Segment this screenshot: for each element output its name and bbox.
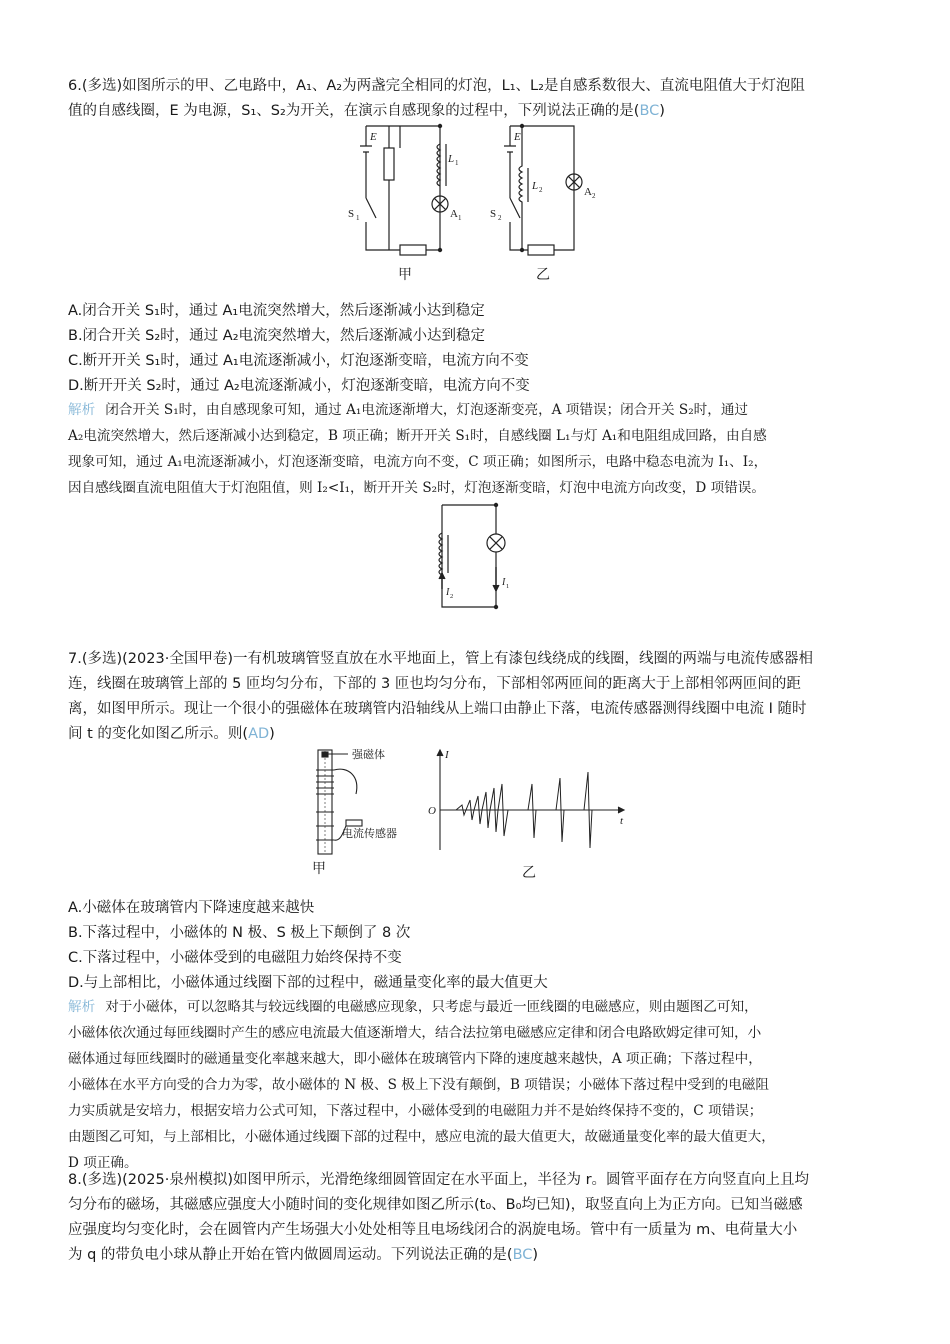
- q6-analysis-line-3: 现象可知，通过 A₁电流逐渐减小，灯泡逐渐变暗，电流方向不变，C 项正确；如图所示，电路中稳态电流为 I₁、I₂，: [68, 454, 768, 470]
- q8-close-paren: ): [532, 1247, 539, 1263]
- q6-caption-yi: 乙: [536, 267, 550, 283]
- q7-analysis-text-1: 对于小磁体，可以忽略其与较远线圈的电磁感应现象，只考虑与最近一匝线圈的电磁感应，则由题图乙可知，: [105, 999, 758, 1015]
- q8-stem-line-4: [68, 1243, 888, 1268]
- q7-analysis-line-7: D 项正确。: [68, 1155, 138, 1171]
- q7-stem-text: 间 t 的变化如图乙所示。则(: [68, 726, 249, 742]
- q7-magnet-label: 强磁体: [352, 749, 385, 761]
- q7-analysis-line-2: 小磁体依次通过每匝线圈时产生的感应电流最大值逐渐增大，结合法拉第电磁感应定律和闭合电路欧姆定律可知，小: [68, 1025, 762, 1041]
- q6-stem-line-1: 6.(多选)如图所示的甲、乙电路中，A₁、A₂为两盏完全相同的灯泡，L₁、L₂是自感系数很大、直流电阻值大于灯泡阻: [68, 78, 805, 94]
- q6-yi-L-sub: 2: [539, 186, 543, 194]
- q7-option-d: D.与上部相比，小磁体通过线圈下部的过程中，磁通量变化率的最大值更大: [68, 975, 548, 991]
- q7-caption-jia: 甲: [312, 861, 326, 877]
- q6-stem-text: 值的自感线圈，E 为电源，S₁、S₂为开关，在演示自感现象的过程中，下列说法正确的是(: [68, 103, 640, 119]
- q8-stem-line-1: 8.(多选)(2025·泉州模拟)如图甲所示，光滑绝缘细圆管固定在水平面上，半径为 r。圆管平面存在方向竖直向上且均: [68, 1172, 810, 1188]
- q6-fig2-I2-sub: 2: [450, 593, 454, 600]
- q8-stem-text: 为 q 的带负电小球从静止开始在管内做圆周运动。下列说法正确的是(: [68, 1247, 513, 1263]
- q7-origin: O: [428, 805, 436, 817]
- q7-close-paren: ): [269, 726, 275, 742]
- q7-stem-line-1: 7.(多选)(2023·全国甲卷)一有机玻璃管竖直放在水平地面上，管上有漆包线绕成的线圈，线圈的两端与电流传感器相: [68, 651, 813, 667]
- q6-jia-L-sub: 1: [455, 159, 459, 167]
- q6-jia-A-label: A: [450, 208, 458, 220]
- q7-current-graph: [428, 748, 628, 858]
- q6-option-b: B.闭合开关 S₂时，通过 A₂电流突然增大，然后逐渐减小达到稳定: [68, 328, 486, 344]
- q7-analysis-line-1: [68, 994, 888, 1020]
- q6-yi-A-sub: 2: [592, 192, 596, 200]
- q7-analysis-tag: 解析: [68, 999, 96, 1015]
- q6-yi-E-label: E: [514, 131, 521, 143]
- q6-circuit-yi: [490, 126, 614, 266]
- q6-fig2-I2-label: I: [446, 587, 450, 598]
- q7-stem: [68, 647, 888, 747]
- q6-analysis-circuit: [436, 505, 516, 609]
- q8-stem-line-3: 应强度均匀变化时，会在圆管内产生场强大小处处相等且电场线闭合的涡旋电场。管中有一质量为 m、电荷量大小: [68, 1222, 798, 1238]
- q6-yi-S-label: S: [490, 208, 497, 220]
- q7-sensor-label: 电流传感器: [342, 828, 397, 840]
- q6-option-a: A.闭合开关 S₁时，通过 A₁电流突然增大，然后逐渐减小达到稳定: [68, 303, 485, 319]
- q7-stem-line-3: 离，如图甲所示。现让一个很小的强磁体在玻璃管内沿轴线从上端口由静止下落，电流传感器测得线圈中电流 I 随时: [68, 701, 807, 717]
- q6-jia-E-label: E: [370, 131, 377, 143]
- q7-tube-figure: [308, 746, 428, 858]
- q6-stem: [68, 74, 888, 124]
- q6-analysis: [68, 397, 888, 501]
- q7-answer: AD: [248, 726, 270, 742]
- q8-stem: [68, 1168, 888, 1268]
- q6-yi-S-sub: 2: [498, 214, 502, 222]
- q7-axis-t: t: [620, 815, 624, 827]
- q7-analysis-line-5: 力实质就是安培力，根据安培力公式可知，下落过程中，小磁体受到的电磁阻力并不是始终保持不变的，C 项错误；: [68, 1103, 763, 1119]
- q8-stem-line-2: 匀分布的磁场，其磁感应强度大小随时间的变化规律如图乙所示(t₀、B₀均已知)，取竖直向上为正方向。已知当磁感: [68, 1197, 803, 1213]
- q6-circuit-jia: [350, 126, 470, 266]
- q7-stem-line-4: [68, 722, 888, 747]
- q7-caption-yi: 乙: [522, 865, 536, 881]
- q6-analysis-tag: 解析: [68, 402, 96, 418]
- q6-analysis-line-1: [68, 397, 888, 423]
- q6-answer: BC: [639, 103, 660, 119]
- q6-fig2-I1-sub: 1: [506, 583, 510, 590]
- q6-jia-A-sub: 1: [458, 214, 462, 222]
- q7-option-a: A.小磁体在玻璃管内下降速度越来越快: [68, 900, 315, 916]
- q7-analysis-line-3: 磁体通过每匝线圈时的磁通量变化率越来越大，即小磁体在玻璃管内下降的速度越来越快，A 项正确；下落过程中，: [68, 1051, 762, 1067]
- q6-close-paren: ): [659, 103, 665, 119]
- q6-fig2-I1-label: I: [502, 577, 506, 588]
- q6-jia-S-sub: 1: [356, 214, 360, 222]
- q6-yi-L-label: L: [532, 180, 539, 192]
- q8-answer: BC: [512, 1247, 533, 1263]
- q7-analysis-line-6: 由题图乙可知，与上部相比，小磁体通过线圈下部的过程中，感应电流的最大值更大，故磁通量变化率的最大值更大，: [68, 1129, 775, 1145]
- q6-option-c: C.断开开关 S₁时，通过 A₁电流逐渐减小，灯泡逐渐变暗，电流方向不变: [68, 353, 529, 369]
- q6-analysis-line-4: 因自感线圈直流电阻值大于灯泡阻值，则 I₂<I₁，断开开关 S₂时，灯泡逐渐变暗，灯泡中电流方向改变，D 项错误。: [68, 480, 765, 496]
- q7-axis-I: I: [445, 749, 449, 761]
- q6-option-d: D.断开开关 S₂时，通过 A₂电流逐渐减小，灯泡逐渐变暗，电流方向不变: [68, 378, 530, 394]
- q6-analysis-text-1: 闭合开关 S₁时，由自感现象可知，通过 A₁电流逐渐增大，灯泡逐渐变亮，A 项错误；闭合开关 S₂时，通过: [105, 402, 749, 418]
- q6-caption-jia: 甲: [398, 267, 412, 283]
- q6-jia-S-label: S: [348, 208, 355, 220]
- q6-stem-line-2: [68, 99, 888, 124]
- q7-option-c: C.下落过程中，小磁体受到的电磁阻力始终保持不变: [68, 950, 402, 966]
- q7-stem-line-2: 连，线圈在玻璃管上部的 5 匝均匀分布，下部的 3 匝也均匀分布，下部相邻两匝间的距离大于上部相邻两匝间的距: [68, 676, 801, 692]
- q6-jia-L-label: L: [448, 153, 455, 165]
- q7-option-b: B.下落过程中，小磁体的 N 极、S 极上下颠倒了 8 次: [68, 925, 411, 941]
- q7-analysis: [68, 994, 888, 1176]
- q7-analysis-line-4: 小磁体在水平方向受的合力为零，故小磁体的 N 极、S 极上下没有颠倒，B 项错误；小磁体下落过程中受到的电磁阻: [68, 1077, 769, 1093]
- q6-analysis-line-2: A₂电流突然增大，然后逐渐减小达到稳定，B 项正确；断开开关 S₁时，自感线圈 L₁与灯 A₁和电阻组成回路，由自感: [68, 428, 767, 444]
- q6-yi-A-label: A: [584, 186, 592, 198]
